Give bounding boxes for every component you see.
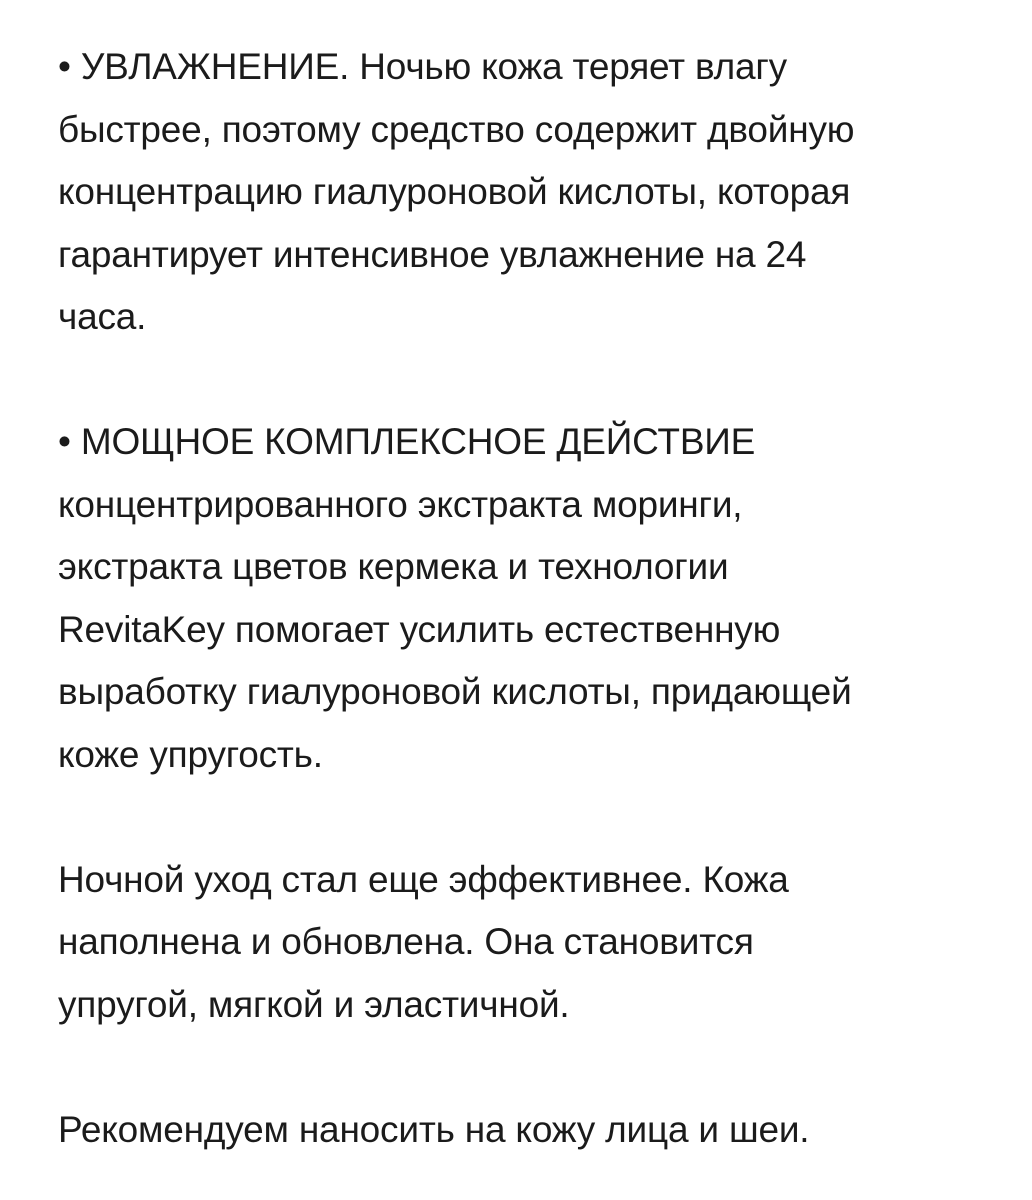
text-line: коже упругость. <box>58 733 323 775</box>
text-line: Рекомендуем наносить на кожу лица и шеи. <box>58 1108 810 1150</box>
text-line: • УВЛАЖНЕНИЕ. Ночью кожа теряет влагу <box>58 46 787 87</box>
text-line: концентрированного экстракта моринги, <box>58 483 743 525</box>
text-line: • МОЩНОЕ КОМПЛЕКСНОЕ ДЕЙСТВИЕ <box>58 421 756 462</box>
text-line: гарантирует интенсивное увлажнение на 24 <box>58 233 807 275</box>
text-line: RevitaKey помогает усилить естественную <box>58 608 781 650</box>
text-line: быстрее, поэтому средство содержит двойную <box>58 108 855 150</box>
paragraph-night-care <box>58 849 998 1037</box>
text-line: наполнена и обновлена. Она становится <box>58 921 754 962</box>
paragraph-moisturizing <box>58 36 998 349</box>
paragraph-complex-action <box>58 411 998 786</box>
text-line: экстракта цветов кермека и технологии <box>58 546 729 587</box>
text-line: часа. <box>58 296 147 337</box>
text-line: концентрацию гиалуроновой кислоты, которая <box>58 171 851 212</box>
text-line: упругой, мягкой и эластичной. <box>58 983 570 1025</box>
product-description <box>58 36 998 1161</box>
paragraph-recommendation <box>58 1099 998 1162</box>
text-line: Ночной уход стал еще эффективнее. Кожа <box>58 858 789 900</box>
text-line: выработку гиалуроновой кислоты, придающей <box>58 671 852 712</box>
